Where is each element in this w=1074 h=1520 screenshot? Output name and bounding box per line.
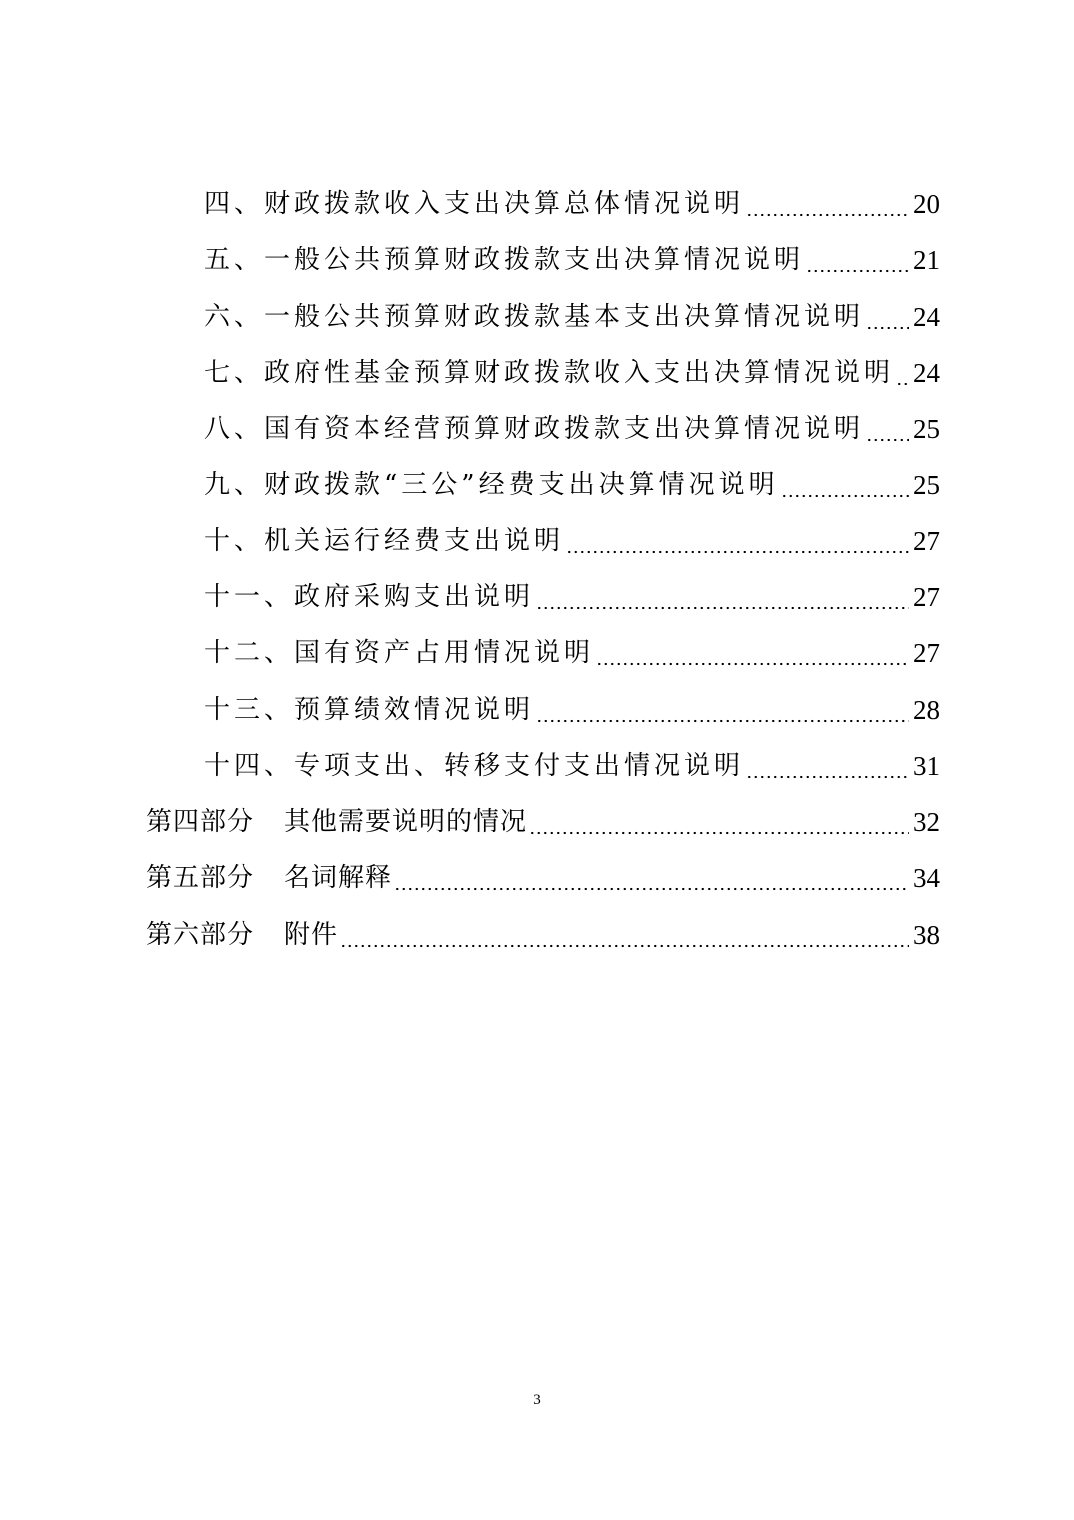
toc-entry-12[interactable] <box>204 625 940 681</box>
dot-leader <box>340 928 909 948</box>
dot-leader <box>596 646 909 666</box>
toc-part-heading: 其他需要说明的情况 <box>284 807 528 837</box>
toc-entry-page: 25 <box>913 470 940 500</box>
dot-leader <box>536 703 909 723</box>
toc-entry-page: 25 <box>913 414 940 444</box>
toc-part-title <box>146 794 527 850</box>
toc-entry-13[interactable] <box>204 682 940 738</box>
dot-leader <box>536 590 909 610</box>
toc-entry-title: 十、机关运行经费支出说明 <box>204 526 565 556</box>
toc-part-label: 第六部分 <box>146 920 255 950</box>
toc-entry-page: 27 <box>913 526 940 556</box>
toc-part-heading: 附件 <box>284 920 339 950</box>
toc-entry-title: 十二、国有资产占用情况说明 <box>204 638 595 668</box>
toc-part-label: 第四部分 <box>146 807 255 837</box>
dot-leader <box>529 815 909 835</box>
toc-part-label: 第五部分 <box>146 863 255 893</box>
toc-entry-page: 27 <box>913 638 940 668</box>
toc-entry-7[interactable] <box>204 345 940 401</box>
toc-entry-page: 31 <box>913 751 940 781</box>
dot-leader <box>866 310 909 330</box>
toc-entry-9[interactable] <box>204 457 940 513</box>
toc-part-page: 34 <box>913 863 940 893</box>
toc-part-title <box>146 907 338 963</box>
toc-entry-page: 24 <box>913 302 940 332</box>
dot-leader <box>394 871 909 891</box>
dot-leader <box>896 366 909 386</box>
dot-leader <box>806 253 909 273</box>
toc-part-heading: 名词解释 <box>284 863 393 893</box>
toc-entry-11[interactable] <box>204 569 940 625</box>
toc-entry-title: 七、政府性基金预算财政拨款收入支出决算情况说明 <box>204 358 895 388</box>
toc-part-title <box>146 850 392 906</box>
dot-leader <box>746 197 909 217</box>
toc-entry-10[interactable] <box>204 513 940 569</box>
toc-entry-title: 八、国有资本经营预算财政拨款支出决算情况说明 <box>204 414 865 444</box>
toc-part-page: 38 <box>913 920 940 950</box>
toc-part-page: 32 <box>913 807 940 837</box>
toc-entry-page: 21 <box>913 245 940 275</box>
toc-part-6[interactable] <box>146 907 940 963</box>
toc-entry-page: 27 <box>913 582 940 612</box>
toc-entry-14[interactable] <box>204 738 940 794</box>
dot-leader <box>866 422 909 442</box>
toc-entry-6[interactable] <box>204 289 940 345</box>
dot-leader <box>781 478 909 498</box>
toc-entry-title: 六、一般公共预算财政拨款基本支出决算情况说明 <box>204 302 865 332</box>
dot-leader <box>746 759 909 779</box>
toc-part-5[interactable] <box>146 850 940 906</box>
toc-entry-page: 28 <box>913 695 940 725</box>
toc-entry-title: 五、一般公共预算财政拨款支出决算情况说明 <box>204 245 805 275</box>
toc-entry-title: 十三、预算绩效情况说明 <box>204 695 535 725</box>
dot-leader <box>566 534 909 554</box>
toc-entry-8[interactable] <box>204 401 940 457</box>
toc-entry-title: 九、财政拨款“三公”经费支出决算情况说明 <box>204 470 779 500</box>
toc-entry-title: 十四、专项支出、转移支付支出情况说明 <box>204 751 745 781</box>
toc-entry-5[interactable] <box>204 232 940 288</box>
toc-entry-page: 20 <box>913 189 940 219</box>
toc-entry-title: 四、财政拨款收入支出决算总体情况说明 <box>204 189 745 219</box>
toc-entry-title: 十一、政府采购支出说明 <box>204 582 535 612</box>
toc-entry-4[interactable] <box>204 176 940 232</box>
toc-entry-page: 24 <box>913 358 940 388</box>
page-number: 3 <box>533 1392 541 1408</box>
toc-part-4[interactable] <box>146 794 940 850</box>
